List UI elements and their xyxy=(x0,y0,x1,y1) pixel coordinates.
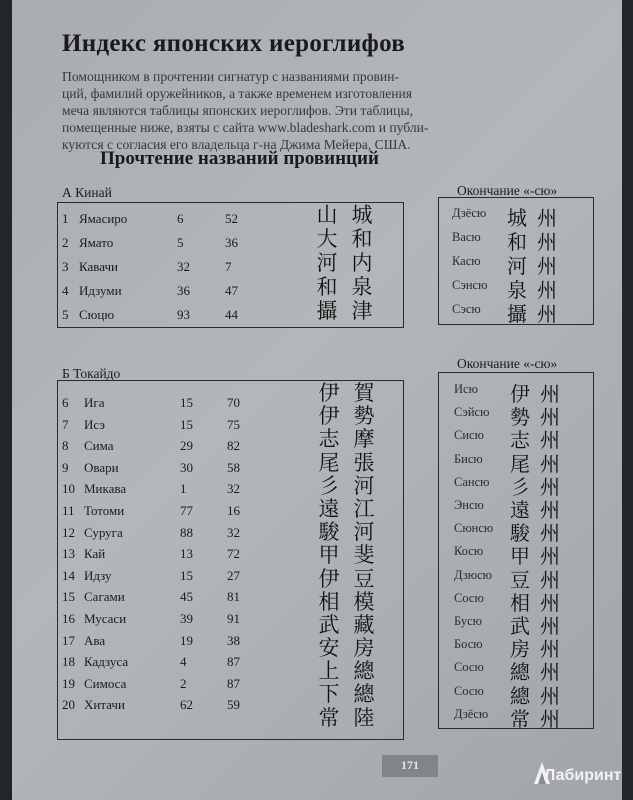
province-name: Микава xyxy=(84,481,127,497)
kanji-glyph: 州 xyxy=(537,278,557,302)
province-name: Ямато xyxy=(79,235,114,250)
value-a: 15 xyxy=(180,416,193,432)
suffix-reading: Дзёсю xyxy=(454,706,489,721)
kanji-glyph: 河 xyxy=(316,251,338,275)
province-name: Идзу xyxy=(84,567,112,583)
row-number: 17 xyxy=(62,632,75,648)
value-a: 93 xyxy=(177,307,190,322)
kanji-glyph: 豆 xyxy=(510,567,530,592)
suffix-reading: Сисю xyxy=(454,428,484,443)
kanji-glyph: 和 xyxy=(507,230,527,254)
value-b: 32 xyxy=(227,481,240,497)
intro-paragraph xyxy=(62,68,462,153)
kanji-glyph: 州 xyxy=(540,428,560,453)
suffix-reading: Сосю xyxy=(454,683,484,698)
kanji-glyph: 州 xyxy=(540,451,560,476)
book-page xyxy=(12,0,622,800)
kanji-glyph: 州 xyxy=(540,544,560,569)
value-a: 29 xyxy=(180,438,193,454)
suffix-reading: Энсю xyxy=(454,498,484,512)
kanji-glyph: 州 xyxy=(537,254,557,278)
kanji-glyph: 泉 xyxy=(507,278,527,302)
intro-line: ций, фамилий оружейников, а также временем изготовления xyxy=(62,86,413,101)
kanji-glyph: 大 xyxy=(316,227,338,251)
value-a: 39 xyxy=(180,611,193,626)
watermark-logo: Лабиринт xyxy=(544,767,622,784)
row-number: 9 xyxy=(62,459,69,475)
kanji-glyph: 伊 xyxy=(318,404,340,429)
province-name: Хитачи xyxy=(84,697,125,713)
row-number: 4 xyxy=(62,283,69,298)
value-b: 32 xyxy=(227,524,240,540)
kanji-glyph: 州 xyxy=(540,382,560,406)
kanji-glyph: 州 xyxy=(540,637,560,662)
value-b: 87 xyxy=(227,654,240,670)
row-number: 12 xyxy=(62,524,75,540)
value-a: 88 xyxy=(180,524,193,540)
kanji-glyph: 房 xyxy=(510,637,530,662)
value-b: 38 xyxy=(227,632,240,648)
kanji-glyph: 州 xyxy=(540,498,560,522)
value-b: 7 xyxy=(225,259,232,274)
value-b: 75 xyxy=(227,416,240,432)
value-a: 6 xyxy=(177,211,184,226)
value-b: 16 xyxy=(227,503,240,518)
kanji-glyph: 模 xyxy=(353,589,375,614)
province-name: Мусаси xyxy=(84,611,127,626)
page-number: 171 xyxy=(401,758,419,772)
suffix-reading: Сэсю xyxy=(452,302,481,316)
kanji-glyph: 常 xyxy=(318,705,340,730)
row-number: 13 xyxy=(62,546,75,562)
kanji-glyph: 州 xyxy=(540,706,560,731)
kanji-glyph: 志 xyxy=(510,428,530,453)
value-b: 81 xyxy=(227,589,240,605)
kanji-column xyxy=(351,382,377,730)
kanji-glyph: 州 xyxy=(540,474,560,499)
value-a: 4 xyxy=(180,654,187,670)
kanji-glyph: 遠 xyxy=(318,496,340,521)
kanji-glyph: 和 xyxy=(351,227,373,251)
value-a: 45 xyxy=(180,589,193,605)
row-number: 18 xyxy=(62,654,75,670)
value-a: 77 xyxy=(180,503,193,518)
kanji-glyph: 伊 xyxy=(318,566,340,591)
kanji-glyph: 駿 xyxy=(510,521,530,546)
province-name: Суруга xyxy=(84,524,123,540)
kanji-glyph: 總 xyxy=(510,660,530,685)
suffix-reading: Сосю xyxy=(454,660,484,675)
intro-line: Помощником в прочтении сигнатур с названиями провин- xyxy=(62,69,400,84)
kanji-glyph: 總 xyxy=(353,659,375,684)
value-a: 30 xyxy=(180,459,193,475)
kanji-glyph: 彡 xyxy=(318,473,340,498)
value-a: 13 xyxy=(180,546,193,562)
kanji-glyph: 河 xyxy=(507,254,527,278)
kanji-glyph: 攝 xyxy=(507,302,527,326)
kanji-glyph: 江 xyxy=(353,496,375,521)
kanji-glyph: 武 xyxy=(318,612,340,637)
kanji-glyph: 斐 xyxy=(353,543,375,568)
kanji-glyph: 州 xyxy=(540,683,560,708)
page-number-tab xyxy=(382,755,438,777)
value-b: 52 xyxy=(225,211,238,226)
suffix-reading: Босю xyxy=(454,637,483,652)
province-name: Идзуми xyxy=(79,283,122,298)
kanji-glyph: 總 xyxy=(510,683,530,708)
row-number: 7 xyxy=(62,416,69,432)
kanji-glyph: 州 xyxy=(540,567,560,592)
row-number: 1 xyxy=(62,211,69,226)
row-number: 2 xyxy=(62,235,69,250)
value-a: 15 xyxy=(180,567,193,583)
kanji-glyph: 伊 xyxy=(510,382,530,406)
kanji-glyph: 尾 xyxy=(510,451,530,476)
kanji-glyph: 州 xyxy=(537,206,557,230)
kanji-glyph: 州 xyxy=(540,405,560,430)
value-a: 15 xyxy=(180,395,193,410)
kanji-glyph: 城 xyxy=(351,203,373,227)
kanji-glyph: 武 xyxy=(510,614,530,638)
kanji-glyph: 甲 xyxy=(510,544,530,569)
province-name: Исэ xyxy=(84,416,105,432)
kanji-glyph: 州 xyxy=(540,614,560,638)
value-a: 2 xyxy=(180,675,187,691)
value-b: 36 xyxy=(225,235,238,250)
kanji-glyph: 内 xyxy=(351,251,373,275)
suffix-b-label: Окончание «-сю» xyxy=(457,356,558,371)
intro-line: куются с согласия его владельца г-на Джима Мейера, США. xyxy=(62,137,411,152)
suffix-reading: Сюнсю xyxy=(454,521,494,536)
row-number: 20 xyxy=(62,697,75,713)
kanji-glyph: 安 xyxy=(318,636,340,661)
value-a: 32 xyxy=(177,259,190,274)
province-name: Сима xyxy=(84,438,114,454)
kanji-glyph: 州 xyxy=(540,521,560,546)
kanji-glyph: 州 xyxy=(540,660,560,685)
value-b: 27 xyxy=(227,567,240,583)
row-number: 10 xyxy=(62,481,75,497)
kanji-glyph: 和 xyxy=(316,275,338,299)
kanji-glyph: 房 xyxy=(353,636,375,661)
kanji-glyph: 藏 xyxy=(353,612,375,637)
kanji-glyph: 相 xyxy=(510,590,530,615)
kanji-glyph: 相 xyxy=(318,589,340,614)
kanji-glyph: 駿 xyxy=(318,520,340,545)
kanji-glyph: 州 xyxy=(537,302,557,326)
province-name: Сагами xyxy=(84,589,125,605)
row-number: 6 xyxy=(62,395,69,410)
row-number: 8 xyxy=(62,438,69,454)
kanji-glyph: 尾 xyxy=(318,450,340,475)
kanji-glyph: 張 xyxy=(353,450,375,475)
kanji-glyph: 勢 xyxy=(510,405,530,430)
value-b: 87 xyxy=(227,675,240,691)
value-b: 58 xyxy=(227,459,240,475)
province-name: Овари xyxy=(84,459,119,475)
kanji-glyph: 上 xyxy=(318,659,340,684)
province-name: Симоса xyxy=(84,675,127,691)
kanji-glyph: 河 xyxy=(353,520,375,545)
suffix-reading: Исю xyxy=(454,382,478,396)
page-title: Индекс японских иероглифов xyxy=(62,30,406,57)
suffix-reading: Бисю xyxy=(454,451,483,466)
row-number: 16 xyxy=(62,611,75,626)
value-b: 91 xyxy=(227,611,240,626)
province-name: Сюцю xyxy=(79,307,115,322)
suffix-reading: Сансю xyxy=(454,474,490,489)
suffix-reading: Бусю xyxy=(454,614,483,628)
section-subtitle: Прочтение названий провинций xyxy=(100,148,379,169)
kanji-glyph: 勢 xyxy=(353,404,375,429)
suffix-reading: Васю xyxy=(452,230,481,244)
row-number: 15 xyxy=(62,589,75,605)
value-b: 82 xyxy=(227,438,240,454)
suffix-reading: Косю xyxy=(454,544,484,559)
kanji-column xyxy=(316,382,342,730)
kanji-glyph: 津 xyxy=(351,299,373,323)
kanji-glyph: 摩 xyxy=(353,427,375,452)
row-number: 11 xyxy=(62,503,75,518)
suffix-reading: Дзюсю xyxy=(454,567,493,582)
value-a: 62 xyxy=(180,697,193,713)
value-a: 5 xyxy=(177,235,184,250)
province-name: Тотоми xyxy=(84,503,125,518)
kanji-glyph: 陸 xyxy=(353,705,375,730)
province-name: Кавачи xyxy=(79,259,118,274)
row-number: 14 xyxy=(62,567,75,583)
kanji-glyph: 州 xyxy=(540,590,560,615)
kanji-glyph: 遠 xyxy=(510,498,530,522)
province-name: Ава xyxy=(84,632,106,648)
value-b: 59 xyxy=(227,697,240,713)
kanji-glyph: 常 xyxy=(510,706,530,731)
kanji-glyph: 州 xyxy=(537,230,557,254)
province-name: Ига xyxy=(84,395,105,410)
suffix-reading: Дзёсю xyxy=(452,206,487,220)
kanji-glyph: 伊 xyxy=(318,381,340,405)
value-b: 44 xyxy=(225,307,238,322)
value-a: 1 xyxy=(180,481,187,497)
value-b: 70 xyxy=(227,395,240,410)
kanji-glyph: 總 xyxy=(353,682,375,707)
kanji-glyph: 山 xyxy=(316,203,338,227)
intro-line: меча являются таблицы японских иероглифов. Эти таблицы, xyxy=(62,103,413,118)
kanji-glyph: 賀 xyxy=(353,381,375,405)
kanji-glyph: 豆 xyxy=(353,566,375,591)
value-a: 36 xyxy=(177,283,190,298)
group-a-label: А Кинай xyxy=(62,185,112,200)
kanji-glyph: 泉 xyxy=(351,275,373,299)
intro-line: помещенные ниже, взяты с сайта www.bladeshark.com и публи- xyxy=(62,120,429,135)
kanji-column xyxy=(314,203,340,323)
group-b-label: Б Токайдо xyxy=(62,366,121,381)
kanji-glyph: 下 xyxy=(318,682,340,707)
suffix-reading: Касю xyxy=(452,254,481,268)
province-name: Кадзуса xyxy=(84,654,129,670)
suffix-a-label: Окончание «-сю» xyxy=(457,183,558,198)
kanji-glyph: 彡 xyxy=(510,474,530,499)
row-number: 19 xyxy=(62,675,75,691)
kanji-glyph: 城 xyxy=(507,206,527,230)
suffix-reading: Сэнсю xyxy=(452,278,488,292)
value-b: 72 xyxy=(227,546,240,562)
row-number: 3 xyxy=(62,259,69,274)
kanji-column xyxy=(349,203,375,323)
province-name: Ямасиро xyxy=(79,211,128,226)
suffix-reading: Сосю xyxy=(454,590,484,605)
kanji-glyph: 河 xyxy=(353,473,375,498)
kanji-glyph: 甲 xyxy=(318,543,340,568)
row-number: 5 xyxy=(62,307,69,322)
kanji-glyph: 攝 xyxy=(316,299,338,323)
kanji-glyph: 志 xyxy=(318,427,340,452)
value-b: 47 xyxy=(225,283,238,298)
province-name: Кай xyxy=(84,546,106,562)
suffix-reading: Сэйсю xyxy=(454,405,490,420)
value-a: 19 xyxy=(180,632,193,648)
